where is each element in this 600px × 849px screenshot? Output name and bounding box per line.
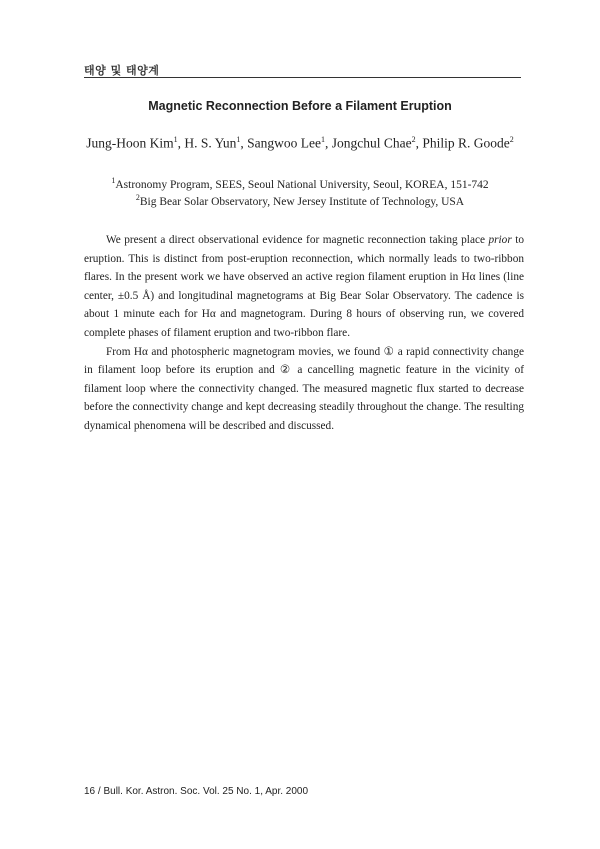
paper-title: Magnetic Reconnection Before a Filament Eruption bbox=[148, 99, 452, 113]
running-head: 태양 및 태양계 bbox=[84, 64, 160, 77]
affil-text: Astronomy Program, SEES, Seoul National University, Seoul, KOREA, 151-742 bbox=[115, 178, 489, 191]
abstract-paragraph-2: From Hα and photospheric magnetogram movies, we found ① a rapid connectivity change in filament loop before its eruption and ② a cancelling magnetic feature in the vicinity of filament loop where the connectivity changed. The measured magnetic flux started to decrease before the connectivity change and kept decreasing steadily throughout the change. The resulting dynamical phenomena will be described and discussed. bbox=[84, 345, 524, 432]
author-affil-mark: 2 bbox=[509, 135, 514, 144]
author-affil-mark: 2 bbox=[411, 135, 416, 144]
header-rule bbox=[84, 77, 521, 78]
emphasis: prior bbox=[488, 234, 512, 246]
abstract-text: We present a direct observational evidence for magnetic reconnection taking place bbox=[106, 234, 489, 246]
author-affil-mark: 1 bbox=[320, 135, 325, 144]
abstract bbox=[84, 231, 524, 436]
affil-mark: 1 bbox=[111, 176, 116, 185]
affil-mark: 2 bbox=[135, 193, 140, 202]
author-affil-mark: 1 bbox=[173, 135, 178, 144]
page-footer: 16 / Bull. Kor. Astron. Soc. Vol. 25 No. 1, Apr. 2000 bbox=[84, 786, 309, 797]
affiliation-1 bbox=[0, 176, 600, 191]
author-name: Philip R. Goode bbox=[422, 135, 510, 151]
author-name: Sangwoo Lee bbox=[247, 135, 321, 151]
abstract-paragraph-1 bbox=[84, 231, 524, 343]
author-name: Jongchul Chae bbox=[331, 135, 412, 151]
author-affil-mark: 1 bbox=[236, 135, 241, 144]
author-list: Jung-Hoon Kim$^1$, H. S. Yun$^1$, Sangwoo Lee$^1$, Jongchul Chae$^2$, Philip R. Goode$^2$ bbox=[86, 135, 514, 151]
abstract-text: to eruption. This is distinct from post-eruption reconnection, which normally leads to two-ribbon flares. In the present work we have observed an active region filament eruption in Hα lines (line center, ±0.5 Å) and longitudinal magnetograms at Big Bear Solar Observatory. The cadence is about 1 minute each for Hα and magnetogram. During 8 hours of observing run, we covered complete phases of filament eruption and two-ribbon flare. bbox=[84, 234, 524, 339]
author-name: Jung-Hoon Kim bbox=[86, 135, 174, 151]
affiliation-2 bbox=[0, 193, 600, 208]
affil-text: Big Bear Solar Observatory, New Jersey Institute of Technology, USA bbox=[139, 195, 465, 208]
author-name: H. S. Yun bbox=[184, 135, 237, 151]
